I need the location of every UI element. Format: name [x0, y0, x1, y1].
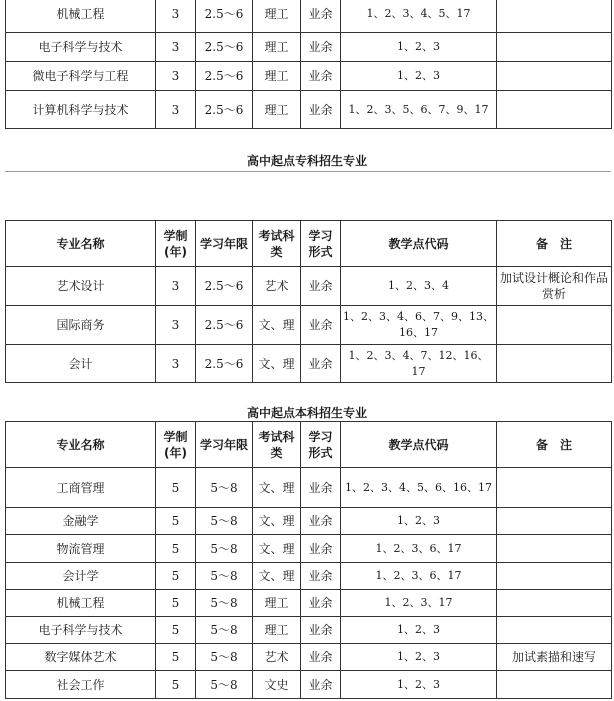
cell-name: 数字媒体艺术: [6, 644, 156, 671]
cell-duration: 2.5～6: [196, 0, 253, 33]
cell-form: 业余: [301, 535, 341, 563]
cell-years: 3: [156, 345, 196, 383]
cell-codes: 1、2、3: [341, 508, 497, 535]
cell-codes: 1、2、3、17: [341, 590, 497, 617]
cell-form: 业余: [301, 0, 341, 33]
cell-years: 5: [156, 508, 196, 535]
cell-name: 电子科学与技术: [6, 33, 156, 62]
cell-years: 3: [156, 306, 196, 345]
cell-years: 3: [156, 33, 196, 62]
cell-note: [497, 345, 612, 383]
cell-years: 5: [156, 590, 196, 617]
header-note: 备 注: [497, 422, 612, 468]
cell-duration: 5～8: [196, 535, 253, 563]
cell-codes: 1、2、3、6、17: [341, 535, 497, 563]
header-duration: 学习年限: [196, 422, 253, 468]
cell-codes: 1、2、3: [341, 33, 497, 62]
header-category: 考试科类: [253, 221, 301, 267]
cell-codes: 1、2、3、5、6、7、9、17: [341, 91, 497, 129]
table-row: [6, 617, 612, 644]
cell-note: [497, 508, 612, 535]
header-codes: 教学点代码: [341, 221, 497, 267]
cell-years: 3: [156, 62, 196, 91]
header-codes: 教学点代码: [341, 422, 497, 468]
header-name: 专业名称: [6, 422, 156, 468]
cell-name: 计算机科学与技术: [6, 91, 156, 129]
cell-note: [497, 535, 612, 563]
cell-duration: 2.5～6: [196, 345, 253, 383]
cell-name: 艺术设计: [6, 267, 156, 306]
header-form: 学习形式: [301, 422, 341, 468]
cell-years: 5: [156, 563, 196, 590]
header-years: 学制(年): [156, 221, 196, 267]
table-row: [6, 590, 612, 617]
cell-form: 业余: [301, 468, 341, 508]
zhuanke-header-row: [6, 221, 612, 267]
table-row: [6, 0, 612, 33]
cell-duration: 2.5～6: [196, 267, 253, 306]
cell-duration: 2.5～6: [196, 62, 253, 91]
cell-years: 3: [156, 91, 196, 129]
cell-category: 文、理: [253, 468, 301, 508]
header-form: 学习形式: [301, 221, 341, 267]
cell-category: 文、理: [253, 345, 301, 383]
cell-category: 理工: [253, 617, 301, 644]
cell-duration: 5～8: [196, 508, 253, 535]
cell-note: 加试设计概论和作品赏析: [497, 267, 612, 306]
header-duration: 学习年限: [196, 221, 253, 267]
cell-name: 微电子科学与工程: [6, 62, 156, 91]
cell-name: 机械工程: [6, 590, 156, 617]
cell-note: [497, 91, 612, 129]
cell-codes: 1、2、3、6、17: [341, 563, 497, 590]
cell-duration: 2.5～6: [196, 306, 253, 345]
cell-category: 艺术: [253, 644, 301, 671]
cell-codes: 1、2、3、4、6、7、9、13、16、17: [341, 306, 497, 345]
header-note: 备 注: [497, 221, 612, 267]
cell-form: 业余: [301, 590, 341, 617]
zhuanke-section-title: 高中起点专科招生专业: [246, 154, 367, 168]
table-row: [6, 644, 612, 671]
header-years: 学制(年): [156, 422, 196, 468]
table-row: [6, 671, 612, 699]
table-row: [6, 563, 612, 590]
cell-note: [497, 617, 612, 644]
header-name: 专业名称: [6, 221, 156, 267]
table-row: [6, 508, 612, 535]
cell-duration: 2.5～6: [196, 33, 253, 62]
cell-form: 业余: [301, 644, 341, 671]
cell-name: 电子科学与技术: [6, 617, 156, 644]
cell-category: 理工: [253, 33, 301, 62]
cell-codes: 1、2、3、4、5、17: [341, 0, 497, 33]
benke-table: [5, 421, 612, 699]
cell-years: 3: [156, 0, 196, 33]
cell-note: [497, 33, 612, 62]
cell-form: 业余: [301, 62, 341, 91]
cell-category: 文、理: [253, 508, 301, 535]
cell-note: [497, 62, 612, 91]
table-row: [6, 33, 612, 62]
cell-years: 5: [156, 535, 196, 563]
table-row: [6, 91, 612, 129]
cell-codes: 1、2、3: [341, 617, 497, 644]
cell-form: 业余: [301, 508, 341, 535]
cell-duration: 5～8: [196, 617, 253, 644]
cell-form: 业余: [301, 306, 341, 345]
cell-name: 会计: [6, 345, 156, 383]
cell-name: 物流管理: [6, 535, 156, 563]
table-row: [6, 345, 612, 383]
cell-name: 会计学: [6, 563, 156, 590]
cell-note: [497, 468, 612, 508]
cell-codes: 1、2、3: [341, 62, 497, 91]
cell-duration: 5～8: [196, 468, 253, 508]
cell-form: 业余: [301, 33, 341, 62]
cell-form: 业余: [301, 345, 341, 383]
cell-name: 国际商务: [6, 306, 156, 345]
cell-category: 理工: [253, 91, 301, 129]
cell-form: 业余: [301, 563, 341, 590]
cell-category: 理工: [253, 590, 301, 617]
cell-years: 5: [156, 468, 196, 508]
cell-years: 5: [156, 671, 196, 699]
zhuanke-divider: [5, 171, 611, 172]
cell-form: 业余: [301, 617, 341, 644]
cell-category: 文、理: [253, 306, 301, 345]
cell-name: 金融学: [6, 508, 156, 535]
header-category: 考试科类: [253, 422, 301, 468]
table-row: [6, 62, 612, 91]
table-row: [6, 267, 612, 306]
cell-note: 加试素描和速写: [497, 644, 612, 671]
cell-category: 文、理: [253, 563, 301, 590]
cell-note: [497, 563, 612, 590]
cell-duration: 2.5～6: [196, 91, 253, 129]
cell-category: 理工: [253, 62, 301, 91]
cell-duration: 5～8: [196, 644, 253, 671]
cell-duration: 5～8: [196, 671, 253, 699]
cell-note: [497, 590, 612, 617]
zhuanke-table: [5, 220, 612, 383]
cell-note: [497, 0, 612, 33]
cell-form: 业余: [301, 267, 341, 306]
cell-codes: 1、2、3: [341, 671, 497, 699]
cell-name: 社会工作: [6, 671, 156, 699]
cell-category: 文史: [253, 671, 301, 699]
cell-duration: 5～8: [196, 590, 253, 617]
cell-form: 业余: [301, 671, 341, 699]
table-row: [6, 468, 612, 508]
cell-form: 业余: [301, 91, 341, 129]
cell-name: 机械工程: [6, 0, 156, 33]
cell-codes: 1、2、3、4、5、6、16、17: [341, 468, 497, 508]
top-table: [5, 0, 612, 129]
cell-note: [497, 306, 612, 345]
cell-codes: 1、2、3: [341, 644, 497, 671]
table-row: [6, 535, 612, 563]
cell-codes: 1、2、3、4、7、12、16、17: [341, 345, 497, 383]
cell-years: 5: [156, 644, 196, 671]
benke-section-title: 高中起点本科招生专业: [246, 406, 367, 420]
cell-category: 艺术: [253, 267, 301, 306]
cell-duration: 5～8: [196, 563, 253, 590]
table-row: [6, 306, 612, 345]
cell-name: 工商管理: [6, 468, 156, 508]
cell-years: 5: [156, 617, 196, 644]
cell-years: 3: [156, 267, 196, 306]
cell-category: 文、理: [253, 535, 301, 563]
cell-codes: 1、2、3、4: [341, 267, 497, 306]
benke-header-row: [6, 422, 612, 468]
cell-category: 理工: [253, 0, 301, 33]
cell-note: [497, 671, 612, 699]
